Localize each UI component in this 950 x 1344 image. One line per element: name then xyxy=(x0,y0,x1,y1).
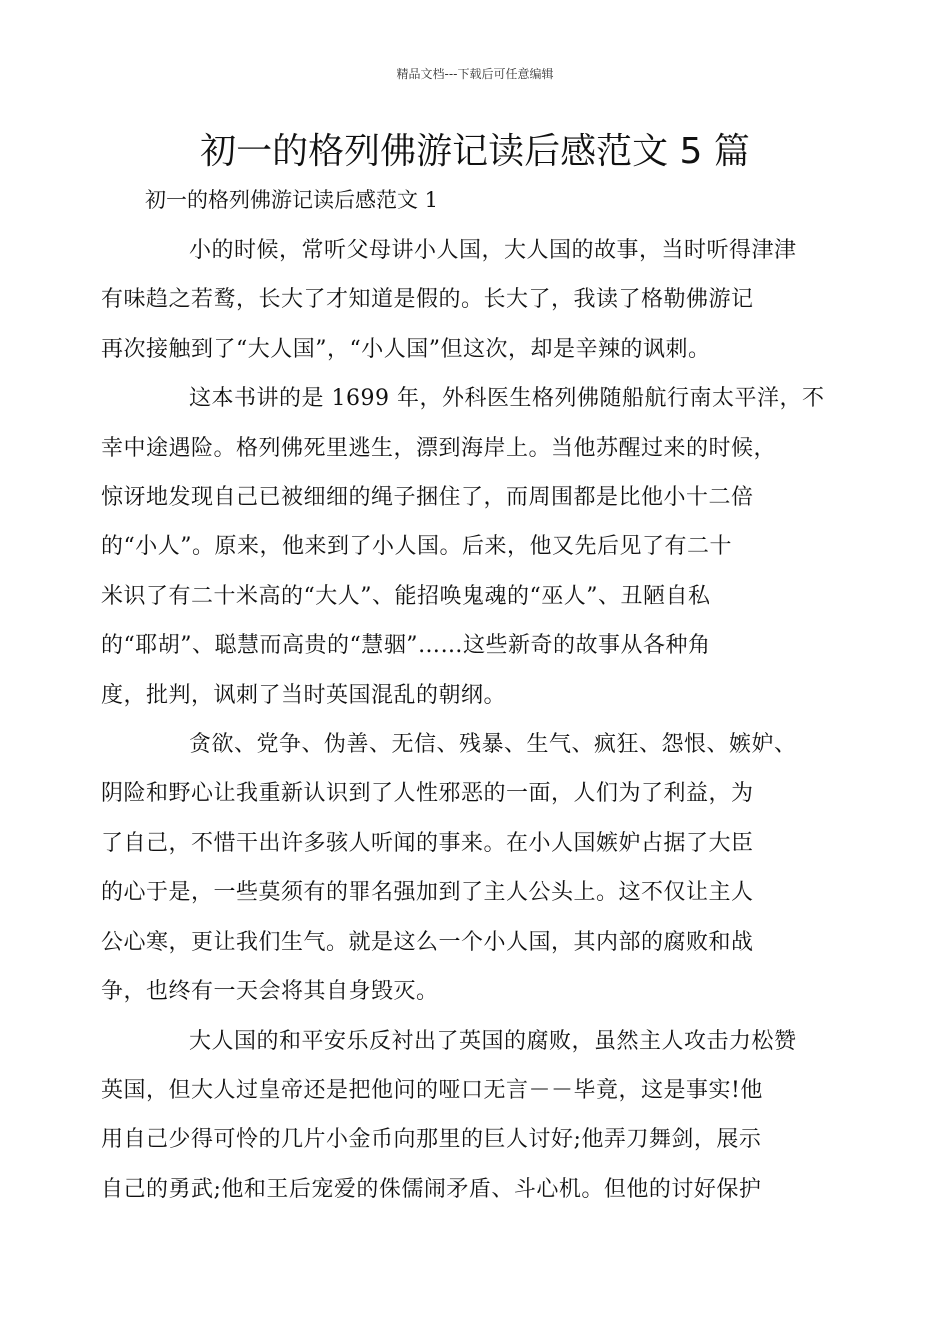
text-line: 米识了有二十米高的“大人”、能招唤鬼魂的“巫人”、丑陋自私 xyxy=(101,583,711,609)
paragraph xyxy=(101,1017,825,1215)
text-line: 再次接触到了“大人国”，“小人国”但这次，却是辛辣的讽刺。 xyxy=(101,336,711,362)
text-line: 阴险和野心让我重新认识到了人性邪恶的一面，人们为了利益，为 xyxy=(101,781,754,807)
paragraph xyxy=(101,720,825,1016)
paragraph xyxy=(101,374,825,720)
text-line: 了自己，不惜干出许多骇人听闻的事来。在小人国嫉妒占据了大臣 xyxy=(101,830,754,856)
text-line: 公心寒，更让我们生气。就是这么一个小人国，其内部的腐败和战 xyxy=(101,929,754,955)
text-line: 小的时候，常听父母讲小人国，大人国的故事，当时听得津津 xyxy=(189,238,797,263)
text-line: 的心于是，一些莫须有的罪名强加到了主人公头上。这不仅让主人 xyxy=(101,880,754,906)
text-line: 这本书讲的是 1699 年，外科医生格列佛随船航行南太平洋，不 xyxy=(189,386,825,412)
text-line: 自己的勇武;他和王后宠爱的侏儒闹矛盾、斗心机。但他的讨好保护 xyxy=(101,1176,762,1202)
section-heading: 初一的格列佛游记读后感范文 1 xyxy=(145,188,439,212)
document-title: 初一的格列佛游记读后感范文 5 篇 xyxy=(200,131,750,172)
body-text xyxy=(101,226,825,1214)
text-line: 的“小人”。原来，他来到了小人国。后来，他又先后见了有二十 xyxy=(101,534,732,560)
text-line: 度，批判，讽刺了当时英国混乱的朝纲。 xyxy=(101,682,507,708)
text-line: 有味趋之若鹜，长大了才知道是假的。长大了，我读了格勒佛游记 xyxy=(101,287,754,313)
text-line: 争，也终有一天会将其自身毁灭。 xyxy=(101,979,439,1005)
paragraph xyxy=(101,226,825,374)
text-line: 贪欲、党争、伪善、无信、残暴、生气、疯狂、怨恨、嫉妒、 xyxy=(189,732,797,758)
header-note: 精品文档---下载后可任意编辑 xyxy=(396,67,554,81)
text-line: 幸中途遇险。格列佛死里逃生，漂到海岸上。当他苏醒过来的时候， xyxy=(101,435,777,461)
text-line: 大人国的和平安乐反衬出了英国的腐败，虽然主人攻击力松赞 xyxy=(189,1028,797,1054)
text-line: 惊讶地发现自己已被细细的绳子捆住了，而周围都是比他小十二倍 xyxy=(101,485,754,511)
text-line: 英国，但大人过皇帝还是把他问的哑口无言－－毕竟，这是事实!他 xyxy=(101,1077,763,1103)
text-line: 的“耶胡”、聪慧而高贵的“慧骃”……这些新奇的故事从各种角 xyxy=(101,633,711,659)
text-line: 用自己少得可怜的几片小金币向那里的巨人讨好;他弄刀舞剑，展示 xyxy=(101,1127,762,1153)
